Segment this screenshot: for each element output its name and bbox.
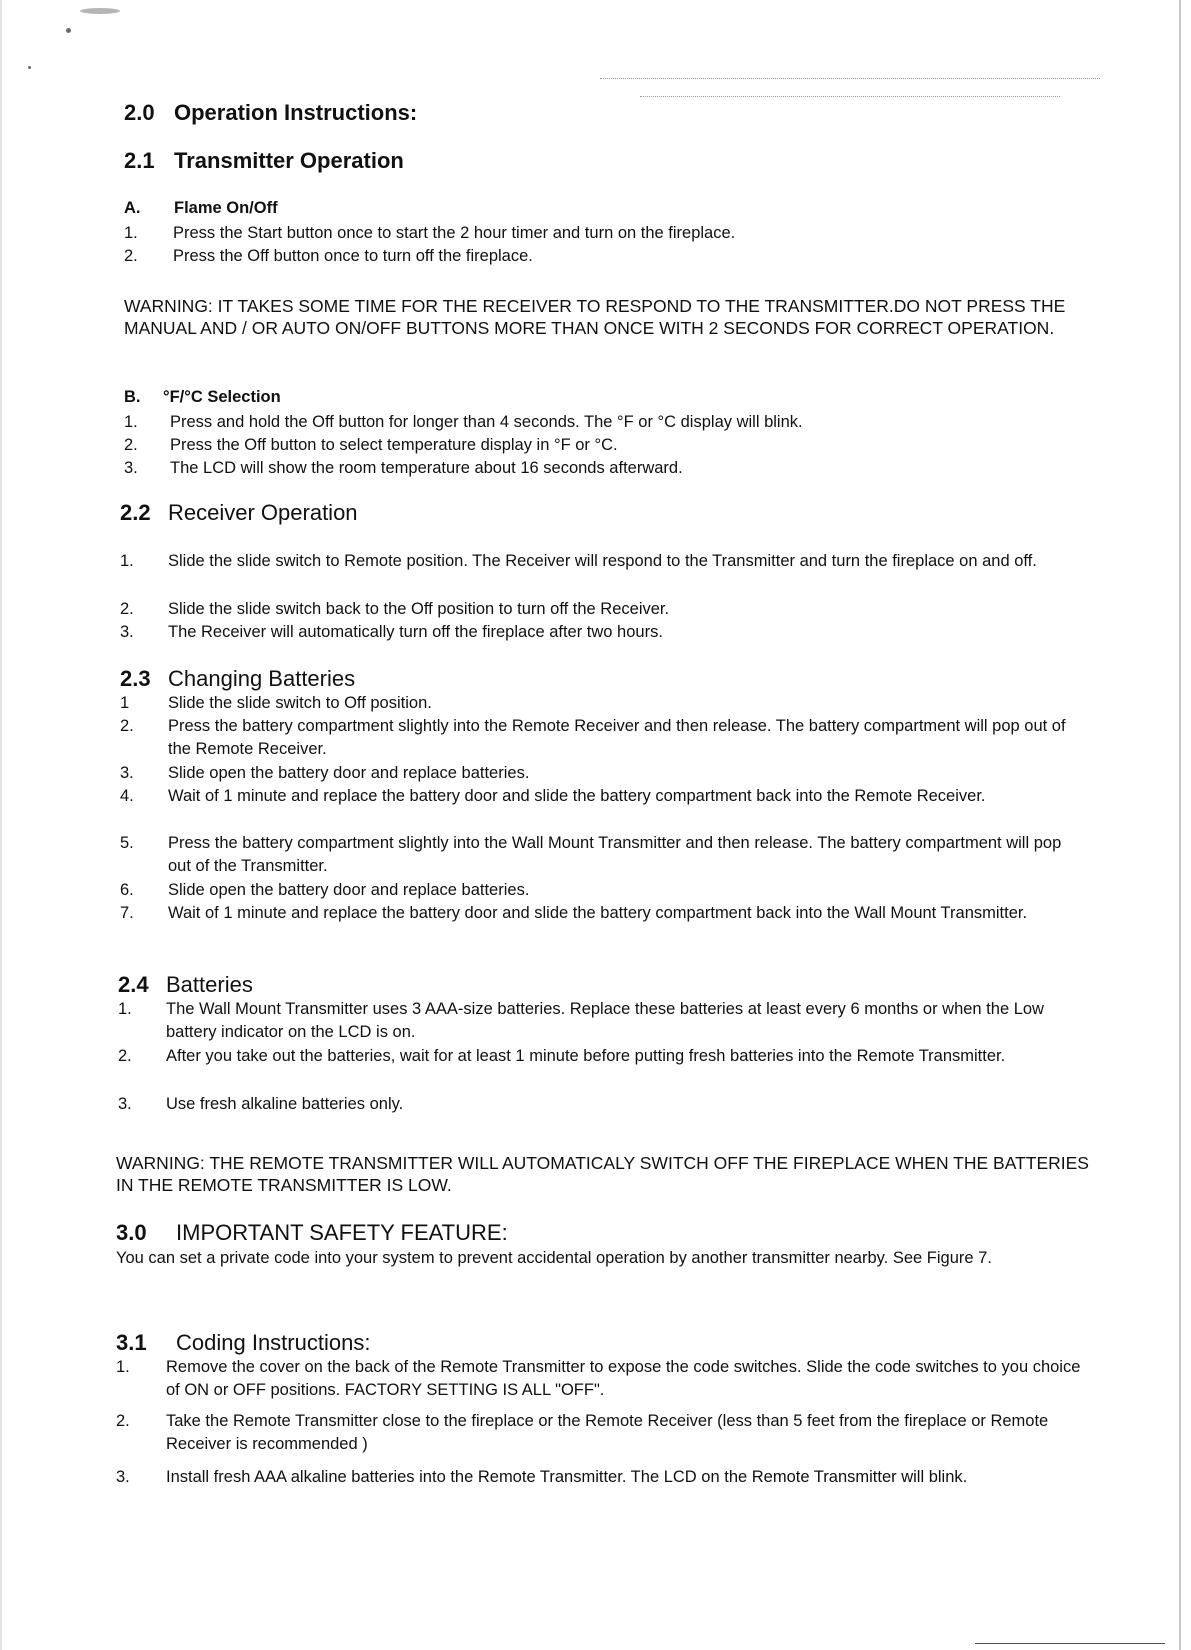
list-number: 1. xyxy=(120,552,134,570)
list-text: Press the Off button once to turn off the fireplace. xyxy=(173,247,533,265)
section-number: 3.1 xyxy=(116,1330,147,1355)
section-number: 2.3 xyxy=(120,666,151,691)
subsection-heading-b xyxy=(124,388,281,407)
list-item xyxy=(124,457,1084,480)
list-item xyxy=(116,1356,1096,1402)
list-item xyxy=(120,879,1070,902)
section-heading-2-1 xyxy=(124,148,404,174)
list-text: Slide open the battery door and replace batteries. xyxy=(168,764,530,782)
section-title: Operation Instructions: xyxy=(174,100,418,125)
list-number: 1 xyxy=(120,694,130,712)
scan-speck xyxy=(28,66,31,69)
list-number: 3. xyxy=(120,623,134,641)
list-text: Press the battery compartment slightly into the Remote Receiver and then release. The battery compartment will pop out of the Remote Receiver. xyxy=(168,717,1066,758)
section-heading-2-4 xyxy=(118,972,253,998)
list-item xyxy=(124,434,1084,457)
list-item xyxy=(120,832,1070,878)
list-number: 3. xyxy=(118,1095,132,1113)
warning-text: WARNING: THE REMOTE TRANSMITTER WILL AUTOMATICALY SWITCH OFF THE FIREPLACE WHEN THE BATTERIES IN THE REMOTE TRANSMITTER IS LOW. xyxy=(116,1153,1089,1195)
list-text: After you take out the batteries, wait for at least 1 minute before putting fresh batteries into the Remote Transmitter. xyxy=(166,1047,1006,1065)
list-text: Install fresh AAA alkaline batteries into the Remote Transmitter. The LCD on the Remote Transmitter will blink. xyxy=(166,1468,968,1486)
scan-speck xyxy=(66,28,71,33)
section-title: Transmitter Operation xyxy=(174,148,404,173)
list-number: 2. xyxy=(120,717,134,735)
section-number: 3.0 xyxy=(116,1220,147,1245)
section-number: 2.4 xyxy=(118,972,149,997)
list-number: 3. xyxy=(116,1468,130,1486)
list-item xyxy=(116,1410,1096,1456)
section-title: Receiver Operation xyxy=(168,500,358,525)
list-text: Wait of 1 minute and replace the battery door and slide the battery compartment back into the Remote Receiver. xyxy=(168,787,986,805)
section-heading-3-1 xyxy=(116,1330,370,1356)
list-item xyxy=(120,550,1070,573)
subsection-letter: A. xyxy=(124,199,141,217)
list-text: Take the Remote Transmitter close to the fireplace or the Remote Receiver (less than 5 feet from the fireplace or Remote Receiver is recommended ) xyxy=(166,1412,1049,1453)
list-number: 1. xyxy=(124,224,138,242)
list-number: 5. xyxy=(120,834,134,852)
list-item xyxy=(124,222,1024,245)
list-text: Press and hold the Off button for longer than 4 seconds. The °F or °C display will blink. xyxy=(170,413,803,431)
list-number: 4. xyxy=(120,787,134,805)
list-item xyxy=(116,1466,1096,1489)
list-item xyxy=(120,621,1070,644)
scan-speck xyxy=(80,8,120,14)
list-item xyxy=(124,245,1024,268)
list-text: Wait of 1 minute and replace the battery door and slide the battery compartment back into the Wall Mount Transmitter. xyxy=(168,904,1028,922)
list-text: Slide the slide switch to Remote position. The Receiver will respond to the Transmitter and turn the fireplace on and off. xyxy=(168,552,1037,570)
list-number: 1. xyxy=(124,413,138,431)
scan-edge-right xyxy=(1179,0,1181,1650)
list-text: Press the Off button to select temperature display in °F or °C. xyxy=(170,436,618,454)
section-number: 2.1 xyxy=(124,148,155,173)
list-item xyxy=(120,785,1070,808)
list-text: Slide the slide switch to Off position. xyxy=(168,694,432,712)
list-number: 7. xyxy=(120,904,134,922)
subsection-title: Flame On/Off xyxy=(174,199,278,217)
list-item xyxy=(124,411,1084,434)
subsection-title: °F/°C Selection xyxy=(163,388,281,406)
list-text: The LCD will show the room temperature about 16 seconds afterward. xyxy=(170,459,683,477)
scan-smudge xyxy=(640,96,1060,97)
section-title: Coding Instructions: xyxy=(176,1330,371,1355)
list-text: The Wall Mount Transmitter uses 3 AAA-size batteries. Replace these batteries at least every 6 months or when the Low battery indicator on the LCD is on. xyxy=(166,1000,1044,1041)
list-number: 1. xyxy=(118,1000,132,1018)
scan-smudge xyxy=(600,78,1100,79)
list-item xyxy=(120,598,1070,621)
section-heading-2-0 xyxy=(124,100,417,126)
list-number: 3. xyxy=(124,459,138,477)
list-text: Remove the cover on the back of the Remote Transmitter to expose the code switches. Slide the code switches to you choice of ON or OFF positions. FACTORY SETTING IS ALL "OFF". xyxy=(166,1358,1081,1399)
list-text: The Receiver will automatically turn off the fireplace after two hours. xyxy=(168,623,663,641)
list-number: 2. xyxy=(118,1047,132,1065)
section-heading-2-3 xyxy=(120,666,355,692)
list-number: 2. xyxy=(124,247,138,265)
list-item xyxy=(120,692,1070,715)
section-number: 2.0 xyxy=(124,100,155,125)
list-item xyxy=(120,715,1070,761)
section-title: Changing Batteries xyxy=(168,666,356,691)
list-number: 6. xyxy=(120,881,134,899)
list-text: Press the Start button once to start the 2 hour timer and turn on the fireplace. xyxy=(173,224,736,242)
list-number: 2. xyxy=(124,436,138,454)
list-number: 2. xyxy=(120,600,134,618)
list-item xyxy=(118,1093,1098,1116)
list-item xyxy=(120,762,1070,785)
subsection-heading-a xyxy=(124,199,278,218)
section-title: IMPORTANT SAFETY FEATURE: xyxy=(176,1220,508,1245)
subsection-letter: B. xyxy=(124,388,141,406)
list-number: 3. xyxy=(120,764,134,782)
paragraph: You can set a private code into your system to prevent accidental operation by another transmitter nearby. See Figure 7. xyxy=(116,1249,992,1267)
list-item xyxy=(118,998,1098,1044)
warning-text: WARNING: IT TAKES SOME TIME FOR THE RECEIVER TO RESPOND TO THE TRANSMITTER.DO NOT PRESS THE MANUAL AND / OR AUTO ON/OFF BUTTONS MORE THAN ONCE WITH 2 SECONDS FOR CORRECT OPERATION. xyxy=(124,296,1066,338)
scan-edge-left xyxy=(0,0,2,1650)
list-item xyxy=(118,1045,1098,1068)
list-number: 2. xyxy=(116,1412,130,1430)
list-text: Slide open the battery door and replace batteries. xyxy=(168,881,530,899)
list-item xyxy=(120,902,1070,925)
section-number: 2.2 xyxy=(120,500,151,525)
list-text: Press the battery compartment slightly into the Wall Mount Transmitter and then release. The battery compartment will pop out of the Transmitter. xyxy=(168,834,1062,875)
section-heading-2-2 xyxy=(120,500,358,526)
list-text: Use fresh alkaline batteries only. xyxy=(166,1095,404,1113)
list-text: Slide the slide switch back to the Off position to turn off the Receiver. xyxy=(168,600,670,618)
scan-bottom-line xyxy=(975,1643,1165,1644)
section-title: Batteries xyxy=(166,972,253,997)
list-number: 1. xyxy=(116,1358,130,1376)
